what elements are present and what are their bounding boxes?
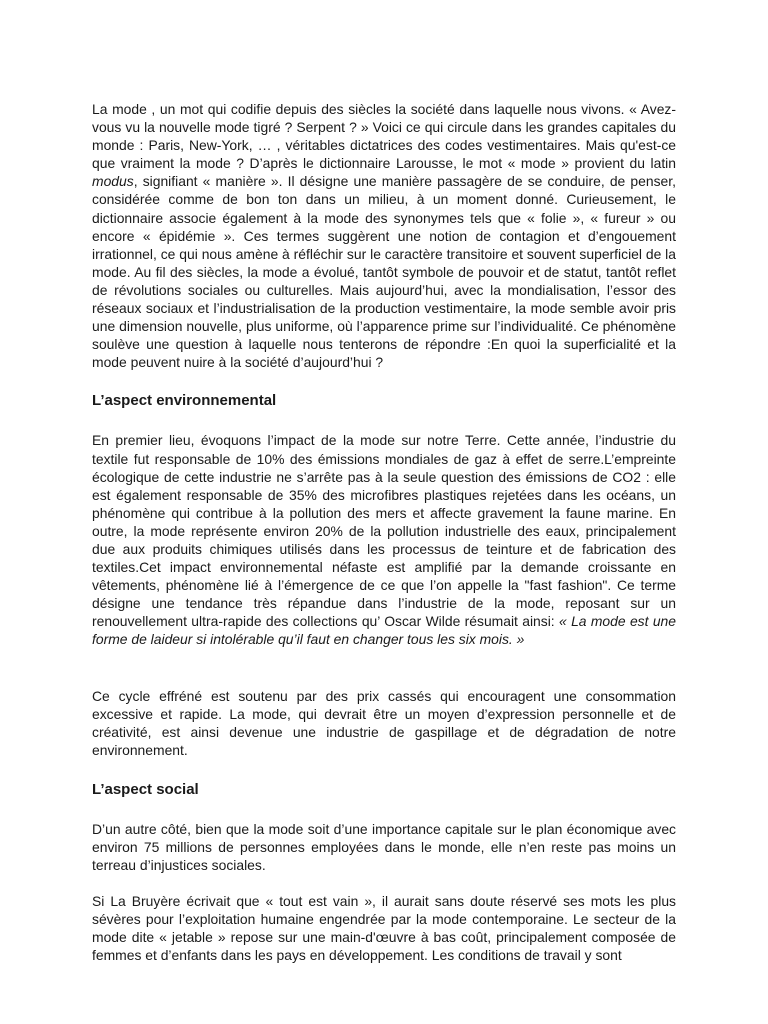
social-paragraph-1: D’un autre côté, bien que la mode soit d’une importance capitale sur le plan économique avec environ 75 millions de personnes employées dans le monde, elle n’en reste pas moins un terreau d’injustices sociales. xyxy=(92,820,676,874)
environment-p1-text: En premier lieu, évoquons l’impact de la mode sur notre Terre. Cette année, l’industrie du textile fut responsable de 10% des émissions mondiales de gaz à effet de serre.L’empreinte écologique de cette industrie ne s’arrête pas à la seule question des émissions de CO2 : elle est également responsable de 35% des microfibres plastiques rejetées dans les océans, un phénomène qui contribue à la pollution des mers et affecte gravement la faune marine. En outre, la mode représente environ 20% de la pollution industrielle des eaux, principalement due aux produits chimiques utilisés dans les processus de teinture et de fabrication des textiles.Cet impact environnemental néfaste est amplifié par la demande croissante en vêtements, phénomène lié à l’émergence de ce que l’on appelle la "fast fashion". Ce terme désigne une tendance très répandue dans l’industrie de la mode, reposant sur un renouvellement ultra-rapide des collections qu’ Oscar Wilde résumait ainsi: xyxy=(92,432,676,630)
intro-text-part2: , signifiant « manière ». Il désigne une manière passagère de se conduire, de penser, considérée comme de bon ton dans un milieu, à un moment donné. Curieusement, le dictionnaire associe également à la mode des synonymes tels que « folie », « fureur » ou encore « épidémie ». Ces termes suggèrent une notion de contagion et d’engouement irrationnel, ce qui nous amène à réfléchir sur le caractère transitoire et souvent superficiel de la mode. Au fil des siècles, la mode a évolué, tantôt symbole de pouvoir et de statut, tantôt reflet de révolutions sociales ou culturelles. Mais aujourd’hui, avec la mondialisation, l’essor des réseaux sociaux et l’industrialisation de la production vestimentaire, la mode semble avoir pris une dimension nouvelle, plus uniforme, où l’apparence prime sur l’individualité. Ce phénomène soulève une question à laquelle nous tenterons de répondre :En quoi la superficialité et la mode peuvent nuire à la société d’aujourd’hui ? xyxy=(92,173,676,371)
intro-latin-word: modus xyxy=(92,173,134,190)
intro-paragraph xyxy=(92,100,676,371)
environment-paragraph-1 xyxy=(92,431,676,648)
heading-social: L’aspect social xyxy=(92,780,199,798)
oscar-wilde-quote: « La mode est une forme de laideur si intolérable qu’il faut en changer tous les six mois. » xyxy=(92,613,676,648)
intro-text-part1: La mode , un mot qui codifie depuis des siècles la société dans laquelle nous vivons. « Avez-vous vu la nouvelle mode tigré ? Serpent ? » Voici ce qui circule dans les grandes capitales du monde : Paris, New-York, … , véritables dictatrices des codes vestimentaires. Mais qu'est-ce que vraiment la mode ? D’après le dictionnaire Larousse, le mot « mode » provient du latin xyxy=(92,101,676,172)
social-paragraph-2: Si La Bruyère écrivait que « tout est vain », il aurait sans doute réservé ses mots les plus sévères pour l’exploitation humaine engendrée par la mode contemporaine. Le secteur de la mode dite « jetable » repose sur une main-d'œuvre à bas coût, principalement composée de femmes et d’enfants dans les pays en développement. Les conditions de travail y sont xyxy=(92,893,676,964)
heading-environment: L’aspect environnemental xyxy=(92,392,277,410)
document-page xyxy=(92,100,676,965)
environment-paragraph-2: Ce cycle effréné est soutenu par des prix cassés qui encouragent une consommation excessive et rapide. La mode, qui devrait être un moyen d’expression personnelle et de créativité, est ainsi devenue une industrie de gaspillage et de dégradation de notre environnement. xyxy=(92,687,676,758)
